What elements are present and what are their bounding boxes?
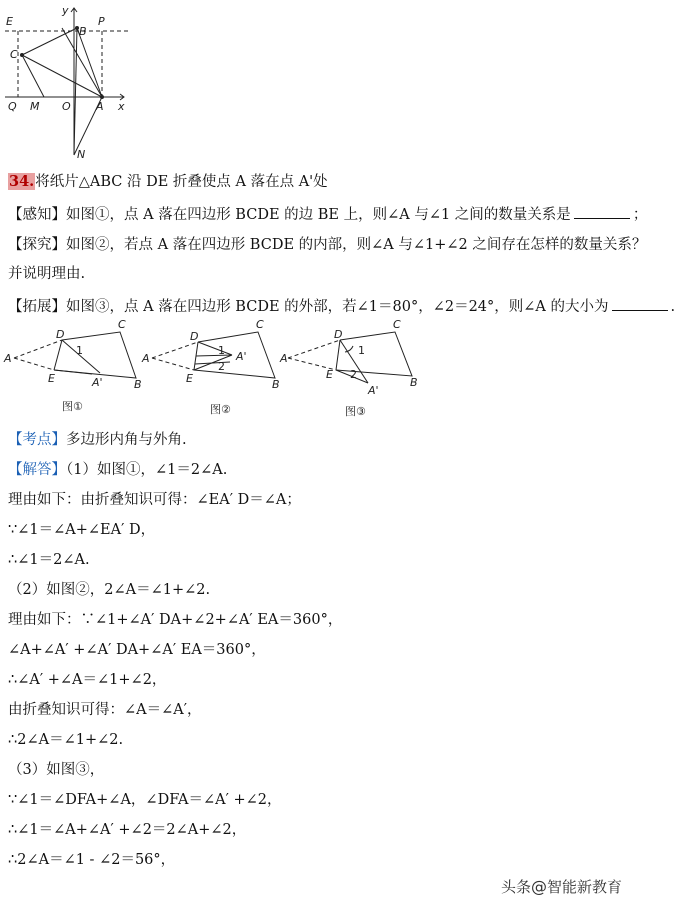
fig1-label-Aprime: A' bbox=[92, 376, 103, 389]
solution-line-11: （3）如图③， bbox=[8, 762, 105, 778]
question-number: 34. bbox=[9, 173, 35, 190]
fig1-label-E: E bbox=[48, 372, 55, 385]
label-N: N bbox=[77, 148, 86, 161]
fig3-label-E: E bbox=[326, 368, 333, 381]
fig2-label-B: B bbox=[272, 378, 280, 391]
fig2-label-D: D bbox=[190, 330, 199, 343]
fig3-label-1: 1 bbox=[358, 344, 365, 357]
kaodian-tag: 【考点】 bbox=[8, 432, 66, 448]
solution-line-2: 理由如下：由折叠知识可得：∠EA′ D＝∠A； bbox=[8, 492, 301, 508]
fig3-label-2: 2 bbox=[350, 368, 357, 381]
fig1-label-C: C bbox=[118, 318, 126, 331]
watermark-at: @ bbox=[530, 877, 547, 896]
label-P: P bbox=[98, 15, 105, 28]
perceive-text: 【感知】如图①，点 A 落在四边形 BCDE 的边 BE 上，则∠A 与∠1 之间的数量关系是 bbox=[8, 207, 571, 223]
solution-line-7: ∠A+∠A′ +∠A′ DA+∠A′ EA＝360°， bbox=[8, 642, 266, 658]
extend-text: 【拓展】如图③，点 A 落在四边形 BCDE 的外部，若∠1＝80°，∠2＝24°，则∠A 的大小为 bbox=[8, 299, 609, 315]
solution-line-4: ∴∠1＝2∠A. bbox=[8, 552, 90, 568]
fig3-label-A: A bbox=[280, 352, 288, 365]
solution-line-5: （2）如图②，2∠A＝∠1+∠2. bbox=[8, 582, 211, 598]
answer-blank-1 bbox=[574, 204, 630, 219]
solution-line-1 bbox=[8, 460, 227, 480]
fold-figures bbox=[0, 318, 440, 423]
fig2-label-C: C bbox=[256, 318, 264, 331]
kaodian-line bbox=[8, 430, 187, 450]
explore-line-2: 并说明理由. bbox=[8, 266, 86, 282]
label-x: x bbox=[118, 100, 125, 113]
problem-stem bbox=[8, 172, 328, 192]
watermark-prefix: 头条 bbox=[500, 878, 531, 896]
solution-line-13: ∴∠1＝∠A+∠A′ +∠2＝2∠A+∠2， bbox=[8, 822, 247, 838]
fig2-label-1: 1 bbox=[218, 344, 225, 357]
label-C: C bbox=[10, 48, 18, 61]
fig3-label-C: C bbox=[393, 318, 401, 331]
watermark-name: 智能新教育 bbox=[546, 878, 622, 896]
label-y: y bbox=[62, 4, 69, 17]
fig3-label-Aprime: A' bbox=[368, 384, 379, 397]
fig2-label-E: E bbox=[186, 372, 193, 385]
solution-line-6: 理由如下：∵∠1+∠A′ DA+∠2+∠A′ EA＝360°， bbox=[8, 612, 343, 628]
caption-fig3: 图③ bbox=[345, 405, 366, 418]
perceive-line bbox=[8, 204, 647, 225]
label-B: B bbox=[79, 25, 87, 38]
label-O: O bbox=[62, 100, 71, 113]
watermark bbox=[501, 876, 622, 897]
label-E: E bbox=[6, 15, 13, 28]
caption-fig2: 图② bbox=[210, 403, 231, 416]
stem-text: 将纸片△ABC 沿 DE 折叠使点 A 落在点 A'处 bbox=[35, 174, 328, 190]
fig3-label-D: D bbox=[334, 328, 343, 341]
solution-line-9: 由折叠知识可得：∠A＝∠A′， bbox=[8, 702, 202, 718]
caption-fig1: 图① bbox=[62, 400, 83, 413]
label-Q: Q bbox=[8, 100, 17, 113]
solution-line-12: ∵∠1＝∠DFA+∠A，∠DFA＝∠A′ +∠2， bbox=[8, 792, 282, 808]
explore-line-1: 【探究】如图②，若点 A 落在四边形 BCDE 的内部，则∠A 与∠1+∠2 之间存在怎样的数量关系？ bbox=[8, 237, 647, 253]
fig2-label-Aprime: A' bbox=[236, 350, 247, 363]
solution-text-1: （1）如图①，∠1＝2∠A. bbox=[66, 462, 228, 478]
fig1-label-1: 1 bbox=[76, 344, 83, 357]
label-M: M bbox=[30, 100, 40, 113]
coordinate-figure bbox=[0, 0, 150, 160]
fig2-label-A: A bbox=[142, 352, 150, 365]
answer-blank-2 bbox=[612, 296, 668, 311]
solution-line-3: ∵∠1＝∠A+∠EA′ D， bbox=[8, 522, 156, 538]
perceive-end: ； bbox=[632, 207, 648, 223]
solution-line-10: ∴2∠A＝∠1+∠2. bbox=[8, 732, 124, 748]
kaodian-text: 多边形内角与外角. bbox=[66, 432, 187, 448]
extend-end: . bbox=[670, 299, 675, 315]
fig1-label-B: B bbox=[134, 378, 142, 391]
fig2-label-2: 2 bbox=[218, 360, 225, 373]
fig3-label-B: B bbox=[410, 376, 418, 389]
extend-line bbox=[8, 296, 675, 317]
solution-line-8: ∴∠A′ +∠A＝∠1+∠2， bbox=[8, 672, 167, 688]
solution-line-14: ∴2∠A＝∠1 - ∠2＝56°， bbox=[8, 852, 176, 868]
fig1-label-A: A bbox=[4, 352, 12, 365]
label-A: A bbox=[96, 100, 104, 113]
fig1-label-D: D bbox=[56, 328, 65, 341]
jieda-tag: 【解答】 bbox=[8, 462, 66, 478]
